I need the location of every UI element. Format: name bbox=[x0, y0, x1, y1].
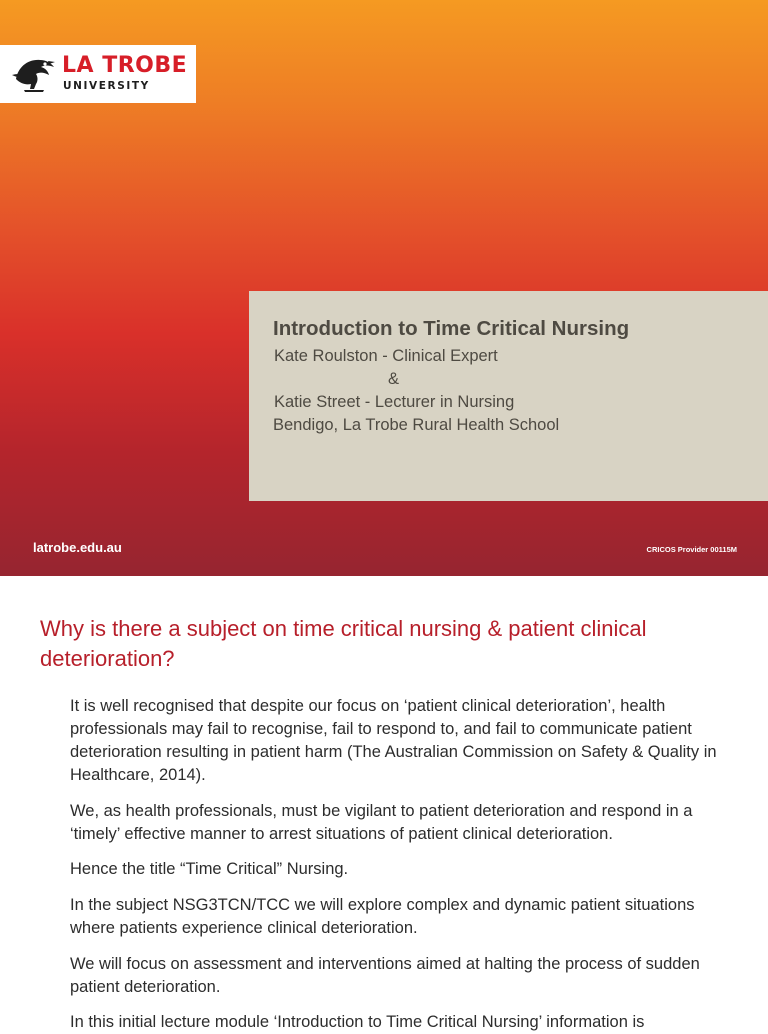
logo-wordmark: LA TROBE bbox=[62, 53, 188, 78]
section-heading: Why is there a subject on time critical nursing & patient clinical deterioration? bbox=[40, 616, 647, 671]
footer-cricos: CRICOS Provider 00115M bbox=[646, 545, 737, 554]
university-logo bbox=[0, 45, 196, 103]
presenter-1: Kate Roulston - Clinical Expert bbox=[274, 347, 498, 365]
ampersand: & bbox=[388, 370, 400, 388]
paragraph: It is well recognised that despite our focus on ‘patient clinical deterioration’, health professionals may fail to recognise, fail to respond to, and fail to communicate patient deterioration resulting in patient harm (The Australian Commission on Safety & Quality in Healthcare, 2014). bbox=[70, 697, 717, 784]
paragraph: In the subject NSG3TCN/TCC we will explore complex and dynamic patient situations where patients experience clinical deterioration. bbox=[70, 896, 695, 937]
paragraph: We, as health professionals, must be vigilant to patient deterioration and respond in a ‘timely’ effective manner to arrest situations of patient clinical deterioration. bbox=[70, 802, 693, 843]
presenter-2: Katie Street - Lecturer in Nursing bbox=[274, 393, 515, 411]
footer-site-link[interactable]: latrobe.edu.au bbox=[33, 540, 122, 555]
paragraph: Hence the title “Time Critical” Nursing. bbox=[70, 860, 349, 878]
bird-emblem-icon bbox=[10, 53, 56, 95]
title-panel bbox=[249, 291, 768, 501]
slide-title: Introduction to Time Critical Nursing bbox=[273, 317, 630, 340]
paragraph: We will focus on assessment and interventions aimed at halting the process of sudden patient deterioration. bbox=[70, 955, 700, 996]
school-name: Bendigo, La Trobe Rural Health School bbox=[273, 416, 560, 434]
paragraph: In this initial lecture module ‘Introduction to Time Critical Nursing’ information is bbox=[70, 1013, 645, 1031]
logo-subtitle: UNIVERSITY bbox=[63, 80, 150, 92]
